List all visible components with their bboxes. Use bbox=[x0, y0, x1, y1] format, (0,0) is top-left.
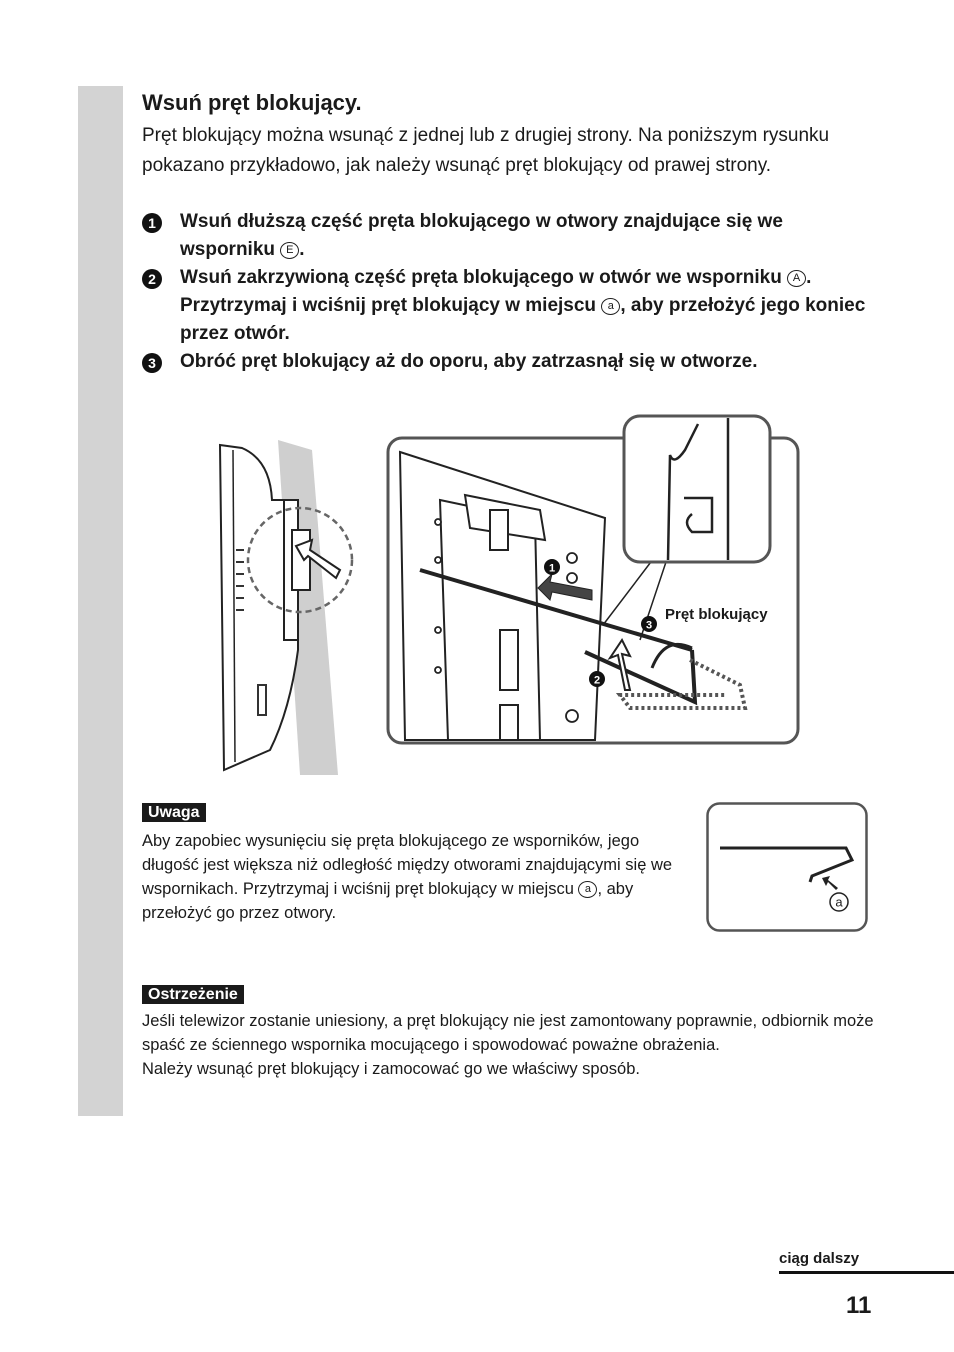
warning-block bbox=[142, 985, 882, 1081]
step-text: , aby przełożyć jego koniec przez otwór. bbox=[180, 295, 866, 344]
note-text-part: Aby zapobiec wysunięciu się pręta blokującego ze wsporników, jego długość jest większa niż odległość między otworami znajdującymi się we wspornikach. Przytrzymaj i wciśnij pręt blokujący w miejscu bbox=[142, 832, 673, 898]
circled-letter: a bbox=[601, 298, 620, 315]
marker-2 bbox=[589, 671, 605, 687]
marker-1-label: 1 bbox=[548, 562, 556, 575]
step-text: Obróć pręt blokujący aż do oporu, aby zatrzasnął się w otworze. bbox=[180, 351, 758, 372]
warning-tag: Ostrzeżenie bbox=[142, 985, 244, 1004]
rod-detail-frame bbox=[708, 804, 867, 931]
step-list bbox=[142, 208, 882, 376]
step-text: Wsuń dłuższą część pręta blokującego w otwory znajdujące się we wsporniku bbox=[180, 211, 783, 260]
page-number: 11 bbox=[846, 1292, 872, 1319]
rod-detail-label: a bbox=[835, 894, 843, 910]
zoom-inset-frame bbox=[624, 416, 770, 562]
continued-label: ciąg dalszy bbox=[779, 1250, 954, 1274]
section-sidebar-bar bbox=[78, 86, 123, 1116]
installation-illustration bbox=[200, 410, 810, 785]
note-text bbox=[142, 829, 682, 925]
step-number: 1 bbox=[142, 213, 162, 233]
step-text: . Przytrzymaj i wciśnij pręt blokujący w miejscu bbox=[180, 267, 812, 316]
step-3 bbox=[142, 348, 882, 376]
circled-letter: a bbox=[578, 881, 597, 898]
circled-letter: A bbox=[787, 270, 806, 287]
circled-letter: E bbox=[280, 242, 299, 259]
step-1 bbox=[142, 208, 882, 264]
step-number: 2 bbox=[142, 269, 162, 289]
section-intro: Pręt blokujący można wsunąć z jednej lub z drugiej strony. Na poniższym rysunku pokazano przykładowo, jak należy wsunąć pręt blokujący od prawej strony. bbox=[142, 125, 830, 176]
rod-detail-figure bbox=[706, 802, 868, 932]
step-text: . bbox=[299, 239, 305, 260]
marker-3 bbox=[641, 616, 657, 632]
rod-label: Pręt blokujący bbox=[665, 606, 768, 623]
note-tag: Uwaga bbox=[142, 803, 206, 822]
warning-text-2: Należy wsunąć pręt blokujący i zamocować go we właściwy sposób. bbox=[142, 1060, 640, 1078]
note-block bbox=[142, 803, 682, 925]
step-text: Wsuń zakrzywioną część pręta blokującego w otwór we wsporniku bbox=[180, 267, 788, 288]
marker-1 bbox=[544, 559, 560, 575]
section-title: Wsuń pręt blokujący. bbox=[142, 90, 362, 115]
warning-text-1: Jeśli telewizor zostanie uniesiony, a pręt blokujący nie jest zamontowany poprawnie, odbiornik może spaść ze ściennego wspornika mocującego i spowodować poważne obrażenia. bbox=[142, 1012, 874, 1054]
marker-3-label: 3 bbox=[645, 619, 653, 632]
marker-2-label: 2 bbox=[593, 674, 601, 687]
step-number: 3 bbox=[142, 353, 162, 373]
step-2 bbox=[142, 264, 882, 348]
note-text-part: , aby przełożyć go przez otwory. bbox=[142, 880, 634, 922]
